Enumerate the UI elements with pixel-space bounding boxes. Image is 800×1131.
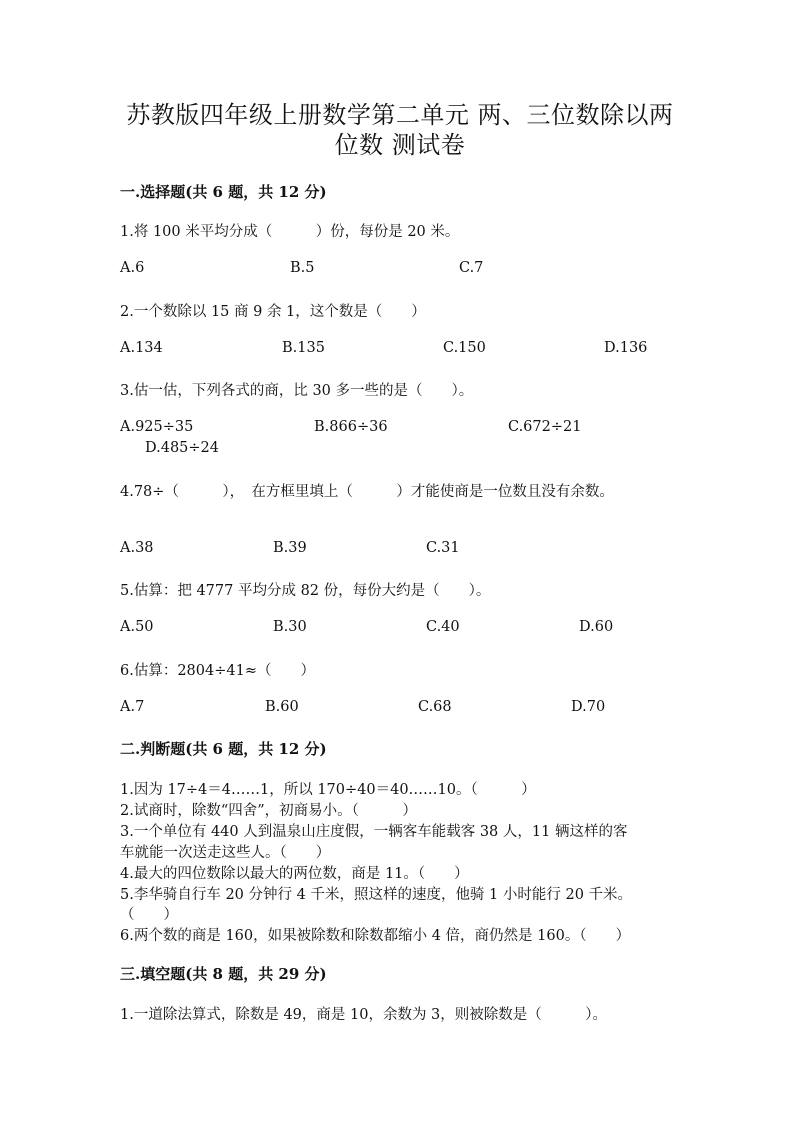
option-5a: A.50 <box>120 619 154 635</box>
question-1: 1.将 100 米平均分成（ ）份，每份是 20 米。 <box>120 224 460 240</box>
option-2c: C.150 <box>443 340 486 356</box>
option-1a: A.6 <box>120 260 145 276</box>
option-3d: D.485÷24 <box>145 440 219 456</box>
question-5: 5.估算：把 4777 平均分成 82 份，每份大约是（ ）。 <box>120 583 491 599</box>
option-1b: B.5 <box>290 260 315 276</box>
option-6c: C.68 <box>418 699 452 715</box>
option-6d: D.70 <box>571 699 606 715</box>
section-heading-judgement: 二.判断题(共 6 题，共 12 分) <box>120 740 327 758</box>
judgement-line-4: 车就能一次送走这些人。（ ） <box>120 845 331 861</box>
judgement-line-6: 5.李华骑自行车 20 分钟行 4 千米，照这样的速度，他骑 1 小时能行 20 千米。 <box>120 887 633 903</box>
option-3a: A.925÷35 <box>120 419 194 435</box>
page-title-line2: 位数 测试卷 <box>334 131 466 159</box>
option-3b: B.866÷36 <box>314 419 388 435</box>
option-6b: B.60 <box>265 699 299 715</box>
section-heading-choice: 一.选择题(共 6 题，共 12 分) <box>120 183 327 201</box>
option-6a: A.7 <box>120 699 145 715</box>
question-3: 3.估一估，下列各式的商，比 30 多一些的是（ ）。 <box>120 383 474 399</box>
option-4a: A.38 <box>120 540 154 556</box>
option-5b: B.30 <box>273 619 307 635</box>
judgement-line-5: 4.最大的四位数除以最大的两位数，商是 11。（ ） <box>120 866 469 882</box>
question-6: 6.估算：2804÷41≈（ ） <box>120 663 315 679</box>
section-heading-fill: 三.填空题(共 8 题，共 29 分) <box>120 965 327 983</box>
judgement-line-1: 1.因为 17÷4＝4……1，所以 170÷40＝40……10。（ ） <box>120 782 536 798</box>
judgement-line-3: 3.一个单位有 440 人到温泉山庄度假，一辆客车能载客 38 人，11 辆这样的客 <box>120 824 628 840</box>
fill-question-1: 1.一道除法算式，除数是 49，商是 10，余数为 3，则被除数是（ ）。 <box>120 1007 608 1023</box>
option-2d: D.136 <box>604 340 648 356</box>
judgement-line-8: 6.两个数的商是 160，如果被除数和除数都缩小 4 倍，商仍然是 160。（ ） <box>120 928 631 944</box>
option-2b: B.135 <box>282 340 325 356</box>
page-title-line1: 苏教版四年级上册数学第二单元 两、三位数除以两 <box>126 101 674 129</box>
option-4b: B.39 <box>273 540 307 556</box>
judgement-line-7: （ ） <box>120 907 178 923</box>
option-5d: D.60 <box>579 619 614 635</box>
question-2: 2.一个数除以 15 商 9 余 1，这个数是（ ） <box>120 304 426 320</box>
option-2a: A.134 <box>120 340 163 356</box>
option-4c: C.31 <box>426 540 460 556</box>
option-5c: C.40 <box>426 619 460 635</box>
option-3c: C.672÷21 <box>508 419 582 435</box>
option-1c: C.7 <box>459 260 484 276</box>
question-4: 4.78÷（ ）， 在方框里填上（ ）才能使商是一位数且没有余数。 <box>120 484 614 500</box>
judgement-line-2: 2.试商时，除数“四舍”，初商易小。（ ） <box>120 803 417 819</box>
